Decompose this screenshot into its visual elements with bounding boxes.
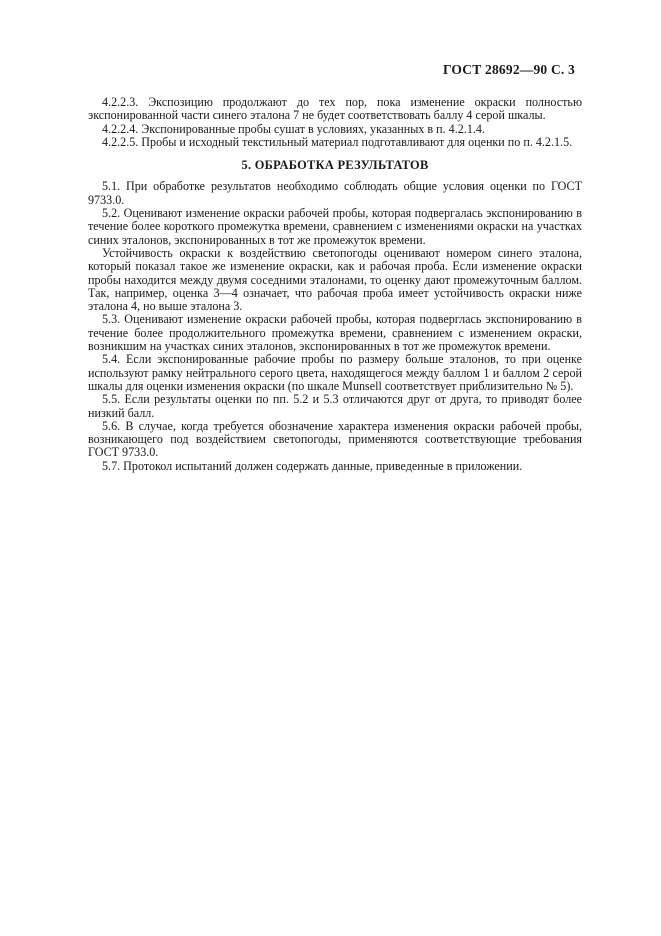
running-header: ГОСТ 28692—90 С. 3 (442, 62, 575, 77)
paragraph-5-7: 5.7. Протокол испытаний должен содержать данные, приведенные в приложении. (102, 458, 523, 473)
paragraph-5-4: 5.4. Если экспонированные рабочие пробы по размеру больше эталонов, то при оценке используют рамку нейтрального серого цвета, находящегося между баллом 1 и баллом 2 серой шкалы для оценки изменения окраски (по шкале Munsell соответствует приблизительно № 5). (88, 352, 582, 393)
paragraph-4-2-2-3: 4.2.2.3. Экспозицию продолжают до тех пор, пока изменение окраски полностью экспонированной части синего эталона 7 не будет соответствовать баллу 4 серой шкалы. (88, 95, 582, 123)
paragraph-5-2: 5.2. Оценивают изменение окраски рабочей пробы, которая подвергалась экспонированию в течение более короткого промежутка времени, сравнением с изменениями окраски на участках синих эталонов, экспонированных в тот же промежуток времени. (88, 206, 582, 247)
document-body (88, 96, 582, 473)
paragraph-5-5: 5.5. Если результаты оценки по пп. 5.2 и 5.3 отличаются друг от друга, то приводят более низкий балл. (88, 392, 582, 420)
paragraph-4-2-2-4: 4.2.2.4. Экспонированные пробы сушат в условиях, указанных в п. 4.2.1.4. (102, 121, 485, 136)
paragraph-5-2-rating: Устойчивость окраски к воздействию светопогоды оценивают номером синего эталона, который показал такое же изменение окраски, как и рабочая проба. Если изменение окраски пробы находится между двумя соседними эталонами, то оценку дают промежуточным баллом. Так, например, оценка 3—4 означает, что рабочая проба имеет устойчивость окраски ниже эталона 4, но выше эталона 3. (88, 245, 582, 314)
paragraph-5-6: 5.6. В случае, когда требуется обозначение характера изменения окраски рабочей пробы, возникающего под воздействием светопогоды, применяются соответствующие требования ГОСТ 9733.0. (88, 418, 582, 460)
section-title: 5. ОБРАБОТКА РЕЗУЛЬТАТОВ (241, 158, 429, 173)
paragraph-4-2-2-5: 4.2.2.5. Пробы и исходный текстильный материал подготавливают для оценки по п. 4.2.1.5. (102, 134, 573, 149)
paragraph-5-1: 5.1. При обработке результатов необходимо соблюдать общие условия оценки по ГОСТ 9733.0. (88, 179, 582, 207)
paragraph-5-3: 5.3. Оценивают изменение окраски рабочей пробы, которая подверглась экспонированию в течение более продолжительного промежутка времени, сравнением с изменением окраски, возникшим на участках синих эталонов, экспонированных в тот же промежуток времени. (88, 312, 582, 354)
